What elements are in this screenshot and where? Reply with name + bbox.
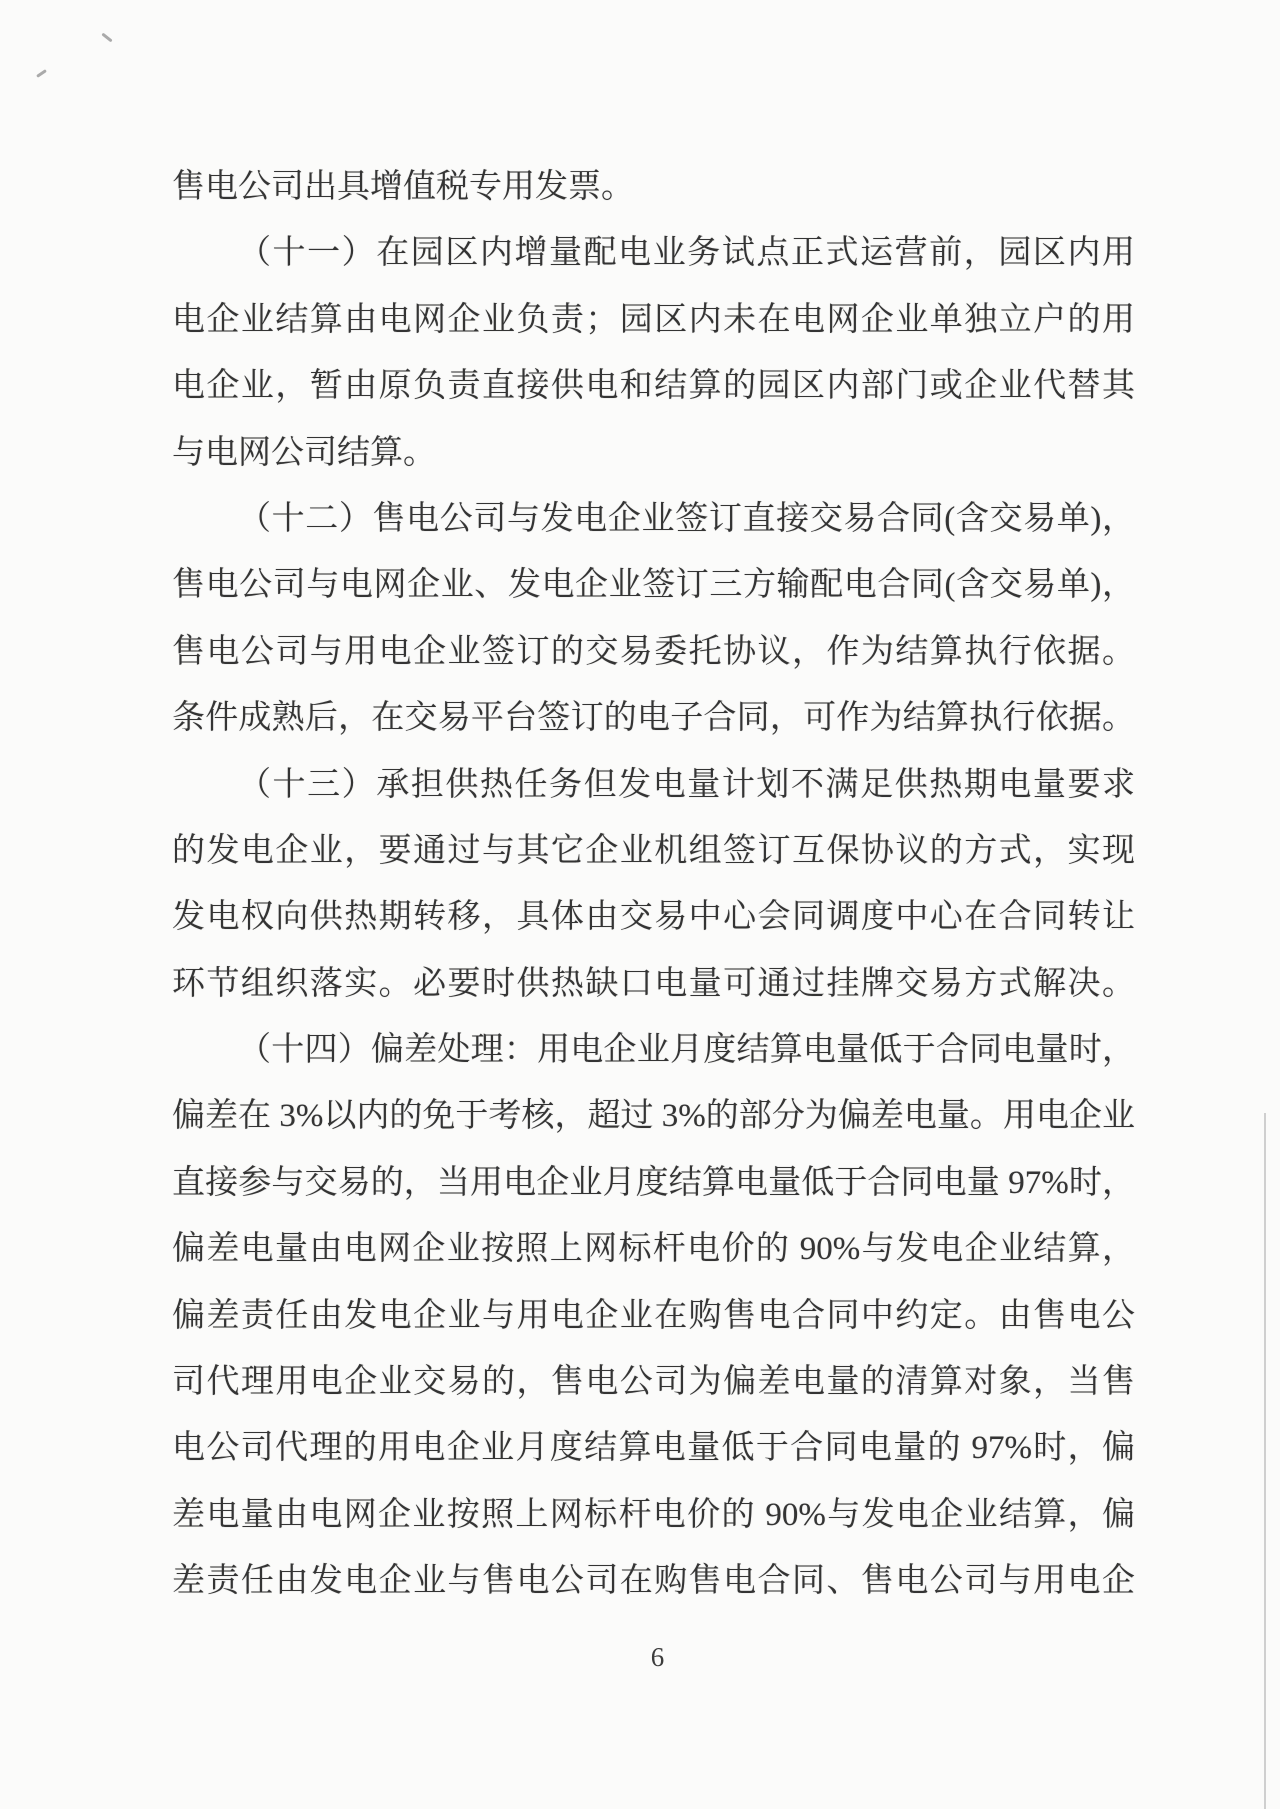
page-number: 6 bbox=[650, 1642, 665, 1672]
text-line: 发电权向供热期转移，具体由交易中心会同调度中心在合同转让 bbox=[172, 899, 1135, 936]
text-line: 电企业，暂由原负责直接供电和结算的园区内部门或企业代替其 bbox=[172, 368, 1135, 405]
text-line: 售电公司出具增值税专用发票。 bbox=[172, 169, 634, 205]
text-line: 司代理用电企业交易的，售电公司为偏差电量的清算对象，当售 bbox=[172, 1364, 1135, 1401]
text-line: 偏差责任由发电企业与用电企业在购售电合同中约定。由售电公 bbox=[172, 1297, 1135, 1334]
text-line: （十二）售电公司与发电企业签订直接交易合同(含交易单)， bbox=[238, 500, 1135, 537]
scan-artifact-line bbox=[1264, 1113, 1266, 1809]
text-line: （十四）偏差处理：用电企业月度结算电量低于合同电量时， bbox=[238, 1032, 1135, 1069]
text-line: （十三）承担供热任务但发电量计划不满足供热期电量要求 bbox=[238, 766, 1135, 803]
text-line: 的发电企业，要通过与其它企业机组签订互保协议的方式，实现 bbox=[172, 832, 1135, 869]
text-line: 电公司代理的用电企业月度结算电量低于合同电量的 97%时，偏 bbox=[172, 1430, 1135, 1467]
text-line: 售电公司与用电企业签订的交易委托协议，作为结算执行依据。 bbox=[172, 633, 1135, 670]
text-line: 差电量由电网企业按照上网标杆电价的 90%与发电企业结算，偏 bbox=[172, 1496, 1135, 1533]
ink-speck bbox=[36, 69, 47, 78]
text-line: 偏差电量由电网企业按照上网标杆电价的 90%与发电企业结算， bbox=[172, 1231, 1135, 1268]
text-line: 与电网公司结算。 bbox=[172, 434, 436, 471]
text-line: 电企业结算由电网企业负责；园区内未在电网企业单独立户的用 bbox=[172, 301, 1135, 338]
text-line: 直接参与交易的，当用电企业月度结算电量低于合同电量 97%时， bbox=[172, 1164, 1135, 1201]
text-line: 售电公司与电网企业、发电企业签订三方输配电合同(含交易单)， bbox=[172, 567, 1135, 604]
text-line: 偏差在 3%以内的免于考核，超过 3%的部分为偏差电量。用电企业 bbox=[172, 1098, 1135, 1135]
ink-speck bbox=[101, 33, 112, 43]
text-line: 条件成熟后，在交易平台签订的电子合同，可作为结算执行依据。 bbox=[172, 700, 1135, 737]
body-text bbox=[172, 154, 1135, 1615]
text-line: 环节组织落实。必要时供热缺口电量可通过挂牌交易方式解决。 bbox=[172, 965, 1135, 1002]
text-line: （十一）在园区内增量配电业务试点正式运营前，园区内用 bbox=[238, 235, 1135, 272]
text-line: 差责任由发电企业与售电公司在购售电合同、售电公司与用电企 bbox=[172, 1563, 1135, 1600]
